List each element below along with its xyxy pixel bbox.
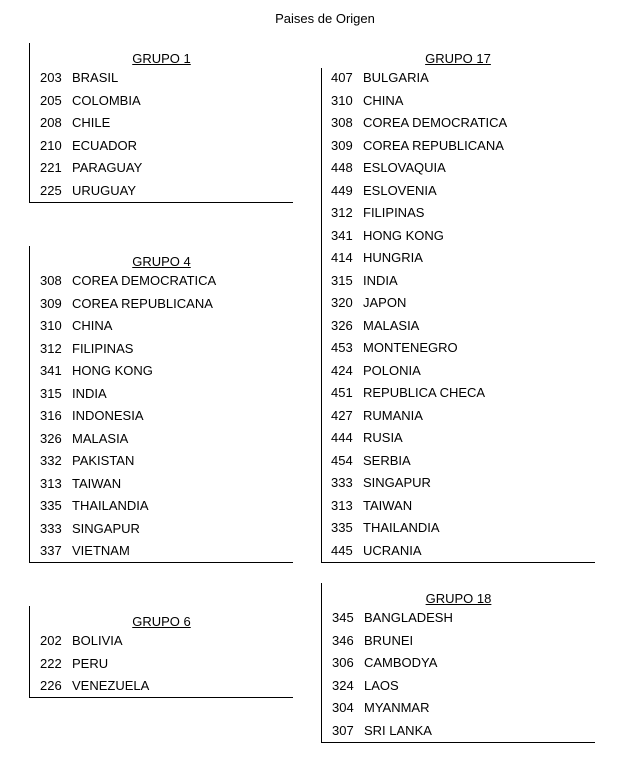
country-name: SERBIA bbox=[363, 452, 411, 468]
group-6-box bbox=[29, 606, 293, 698]
group-1-box bbox=[29, 43, 293, 203]
list-item bbox=[331, 225, 595, 248]
page-title: Paises de Origen bbox=[275, 11, 375, 26]
list-item bbox=[331, 337, 595, 360]
group-list bbox=[40, 270, 293, 563]
country-name: VIETNAM bbox=[72, 543, 130, 558]
country-name: MYANMAR bbox=[364, 700, 430, 715]
list-item bbox=[331, 112, 595, 135]
list-item bbox=[40, 180, 293, 203]
country-name: TAIWAN bbox=[72, 475, 122, 491]
country-name: PERU bbox=[72, 655, 109, 671]
country-name: CHINA bbox=[363, 92, 404, 108]
country-name: SINGAPUR bbox=[363, 475, 431, 490]
country-code: 310 bbox=[331, 92, 353, 108]
list-item bbox=[40, 405, 293, 428]
country-name: BANGLADESH bbox=[364, 610, 453, 625]
country-code: 208 bbox=[40, 115, 62, 130]
country-name: SRI LANKA bbox=[364, 722, 432, 738]
country-code: 444 bbox=[331, 430, 353, 445]
country-code: 326 bbox=[40, 430, 62, 446]
list-item bbox=[331, 270, 595, 293]
list-item bbox=[331, 67, 595, 90]
country-code: 202 bbox=[40, 633, 62, 648]
country-code: 345 bbox=[332, 610, 354, 625]
country-name: THAILANDIA bbox=[72, 498, 149, 513]
list-item bbox=[332, 697, 595, 720]
country-name: COLOMBIA bbox=[72, 92, 141, 108]
country-name: ESLOVAQUIA bbox=[363, 160, 446, 175]
country-code: 304 bbox=[332, 700, 354, 715]
country-name: MALASIA bbox=[72, 430, 129, 446]
country-code: 407 bbox=[331, 70, 353, 85]
country-code: 316 bbox=[40, 408, 62, 423]
country-code: 308 bbox=[40, 273, 62, 288]
country-name: COREA DEMOCRATICA bbox=[363, 115, 508, 130]
country-name: ECUADOR bbox=[72, 137, 138, 153]
country-code: 312 bbox=[331, 205, 353, 220]
list-item bbox=[40, 112, 293, 135]
country-name: HONG KONG bbox=[72, 363, 153, 378]
country-code: 320 bbox=[331, 295, 353, 310]
list-item bbox=[40, 473, 293, 496]
list-item bbox=[331, 90, 595, 113]
country-name: SINGAPUR bbox=[72, 520, 140, 536]
list-item bbox=[40, 135, 293, 158]
country-name: REPUBLICA CHECA bbox=[363, 385, 486, 400]
country-code: 307 bbox=[332, 722, 354, 738]
country-name: LAOS bbox=[364, 677, 399, 693]
list-item bbox=[332, 720, 595, 743]
country-name: MONTENEGRO bbox=[363, 340, 458, 355]
list-item bbox=[331, 382, 595, 405]
list-item bbox=[40, 540, 293, 563]
country-code: 313 bbox=[40, 475, 62, 491]
country-code: 225 bbox=[40, 182, 62, 198]
list-item bbox=[40, 450, 293, 473]
country-code: 333 bbox=[40, 520, 62, 536]
country-name: MALASIA bbox=[363, 317, 420, 333]
group-title: GRUPO 1 bbox=[132, 51, 191, 66]
country-name: BULGARIA bbox=[363, 70, 429, 85]
country-name: HUNGRIA bbox=[363, 250, 423, 265]
list-item bbox=[331, 450, 595, 473]
list-item bbox=[331, 247, 595, 270]
country-name: HONG KONG bbox=[363, 227, 444, 243]
list-item bbox=[332, 630, 595, 653]
list-item bbox=[331, 517, 595, 540]
list-item bbox=[331, 495, 595, 518]
country-code: 453 bbox=[331, 340, 353, 355]
list-item bbox=[40, 428, 293, 451]
list-item bbox=[331, 405, 595, 428]
country-code: 427 bbox=[331, 407, 353, 423]
country-name: PAKISTAN bbox=[72, 453, 135, 468]
country-name: FILIPINAS bbox=[72, 340, 134, 356]
country-code: 335 bbox=[331, 520, 353, 535]
country-code: 313 bbox=[331, 497, 353, 513]
list-item bbox=[332, 607, 595, 630]
country-name: PARAGUAY bbox=[72, 160, 143, 175]
group-17-box bbox=[321, 43, 595, 563]
country-name: INDIA bbox=[363, 272, 398, 288]
country-code: 332 bbox=[40, 453, 62, 468]
list-item bbox=[40, 495, 293, 518]
country-code: 226 bbox=[40, 678, 62, 693]
list-item bbox=[331, 157, 595, 180]
list-item bbox=[40, 653, 293, 676]
country-code: 203 bbox=[40, 70, 62, 85]
country-code: 341 bbox=[331, 227, 353, 243]
country-code: 335 bbox=[40, 498, 62, 513]
country-code: 210 bbox=[40, 137, 62, 153]
country-name: RUSIA bbox=[363, 430, 403, 445]
list-item bbox=[40, 518, 293, 541]
country-name: COREA REPUBLICANA bbox=[363, 137, 504, 153]
country-name: UCRANIA bbox=[363, 542, 422, 558]
list-item bbox=[40, 315, 293, 338]
list-item bbox=[332, 675, 595, 698]
country-code: 326 bbox=[331, 317, 353, 333]
country-name: URUGUAY bbox=[72, 182, 137, 198]
country-code: 333 bbox=[331, 475, 353, 490]
list-item bbox=[331, 427, 595, 450]
country-code: 337 bbox=[40, 543, 62, 558]
list-item bbox=[331, 180, 595, 203]
list-item bbox=[331, 315, 595, 338]
country-name: THAILANDIA bbox=[363, 520, 440, 535]
country-name: VENEZUELA bbox=[72, 678, 150, 693]
country-name: CAMBODYA bbox=[364, 655, 438, 670]
country-code: 222 bbox=[40, 655, 62, 671]
list-item bbox=[40, 630, 293, 653]
group-list bbox=[332, 607, 595, 742]
country-code: 315 bbox=[331, 272, 353, 288]
country-code: 309 bbox=[40, 295, 62, 311]
list-item bbox=[40, 338, 293, 361]
country-code: 445 bbox=[331, 542, 353, 558]
country-name: CHILE bbox=[72, 115, 111, 130]
country-code: 448 bbox=[331, 160, 353, 175]
country-code: 451 bbox=[331, 385, 353, 400]
list-item bbox=[40, 383, 293, 406]
group-4-box bbox=[29, 246, 293, 563]
list-item bbox=[331, 360, 595, 383]
country-name: TAIWAN bbox=[363, 497, 413, 513]
country-name: JAPON bbox=[363, 295, 407, 310]
country-code: 312 bbox=[40, 340, 62, 356]
country-name: FILIPINAS bbox=[363, 205, 425, 220]
list-item bbox=[331, 292, 595, 315]
group-list bbox=[331, 67, 595, 562]
country-code: 221 bbox=[40, 160, 62, 175]
country-name: BRUNEI bbox=[364, 632, 414, 648]
list-item bbox=[40, 360, 293, 383]
country-name: RUMANIA bbox=[363, 407, 423, 423]
list-item bbox=[331, 135, 595, 158]
country-code: 424 bbox=[331, 362, 353, 378]
list-item bbox=[40, 67, 293, 90]
country-name: CHINA bbox=[72, 318, 113, 333]
group-list bbox=[40, 630, 293, 698]
country-code: 315 bbox=[40, 385, 62, 401]
group-title: GRUPO 17 bbox=[425, 51, 491, 66]
country-name: BRASIL bbox=[72, 70, 119, 85]
group-18-box bbox=[321, 583, 595, 743]
list-item bbox=[40, 675, 293, 698]
country-code: 324 bbox=[332, 677, 354, 693]
country-name: INDONESIA bbox=[72, 408, 144, 423]
country-code: 454 bbox=[331, 452, 353, 468]
country-name: COREA DEMOCRATICA bbox=[72, 273, 217, 288]
list-item bbox=[40, 293, 293, 316]
list-item bbox=[331, 472, 595, 495]
country-code: 205 bbox=[40, 92, 62, 108]
list-item bbox=[331, 540, 595, 563]
country-code: 306 bbox=[332, 655, 354, 670]
country-code: 414 bbox=[331, 250, 353, 265]
group-list bbox=[40, 67, 293, 202]
country-code: 449 bbox=[331, 182, 353, 198]
country-name: POLONIA bbox=[363, 362, 421, 378]
group-title: GRUPO 4 bbox=[132, 254, 191, 269]
country-name: BOLIVIA bbox=[72, 633, 123, 648]
group-left-rule bbox=[321, 68, 322, 562]
country-name: COREA REPUBLICANA bbox=[72, 295, 213, 311]
country-name: INDIA bbox=[72, 385, 107, 401]
list-item bbox=[40, 90, 293, 113]
country-name: ESLOVENIA bbox=[363, 182, 437, 198]
country-code: 310 bbox=[40, 318, 62, 333]
group-title: GRUPO 18 bbox=[425, 591, 492, 606]
list-item bbox=[40, 157, 293, 180]
list-item bbox=[40, 270, 293, 293]
country-code: 341 bbox=[40, 363, 62, 378]
group-title: GRUPO 6 bbox=[132, 614, 191, 629]
list-item bbox=[331, 202, 595, 225]
list-item bbox=[332, 652, 595, 675]
country-code: 309 bbox=[331, 137, 353, 153]
country-code: 308 bbox=[331, 115, 353, 130]
country-code: 346 bbox=[332, 632, 354, 648]
